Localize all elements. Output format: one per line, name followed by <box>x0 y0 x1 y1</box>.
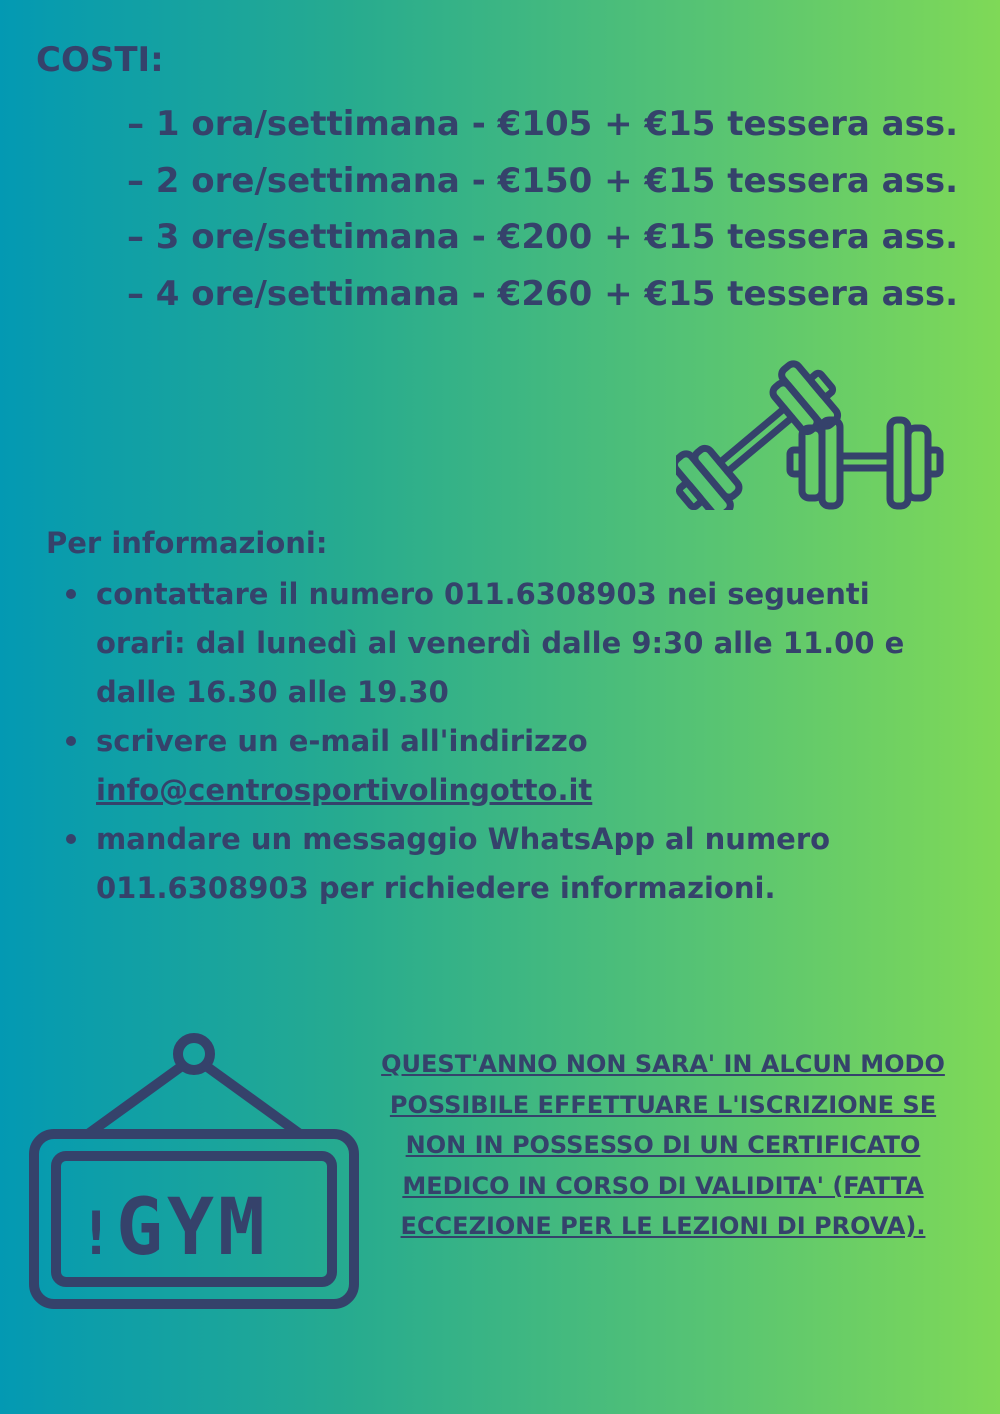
info-item-whatsapp: mandare un messaggio WhatsApp al numero 011.6308903 per richiedere informazioni. <box>96 815 956 913</box>
info-item-email <box>96 717 956 815</box>
price-item: – 1 ora/settimana - €105 + €15 tessera ass. <box>127 104 958 144</box>
price-list <box>0 96 958 322</box>
gym-sign-mark: ! <box>78 1199 115 1269</box>
email-link[interactable]: info@centrosportivolingotto.it <box>96 773 593 807</box>
info-title: Per informazioni: <box>46 526 328 560</box>
price-item: – 2 ore/settimana - €150 + €15 tessera ass. <box>126 160 958 201</box>
medical-certificate-notice: QUEST'ANNO NON SARA' IN ALCUN MODO POSSIBILE EFFETTUARE L'ISCRIZIONE SE NON IN POSSESSO DI UN CERTIFICATO MEDICO IN CORSO DI VALIDITA' (FATTA ECCEZIONE PER LE LEZIONI DI PROVA). <box>381 1050 945 1240</box>
costs-title: COSTI: <box>36 40 164 80</box>
price-item: – 3 ore/settimana - €200 + €15 tessera ass. <box>126 217 958 257</box>
info-item-phone: contattare il numero 011.6308903 nei seguenti orari: dal lunedì al venerdì dalle 9:30 alle 11.00 e dalle 16.30 alle 19.30 <box>96 570 956 717</box>
info-list <box>96 570 956 913</box>
gym-sign-text: GYM <box>116 1183 269 1273</box>
dumbbells-icon <box>676 360 946 510</box>
info-item-email-label: scrivere un e-mail all'indirizzo <box>96 724 588 758</box>
gym-sign-icon <box>26 1032 362 1312</box>
price-item: – 4 ore/settimana - €260 + €15 tessera ass. <box>126 273 958 314</box>
